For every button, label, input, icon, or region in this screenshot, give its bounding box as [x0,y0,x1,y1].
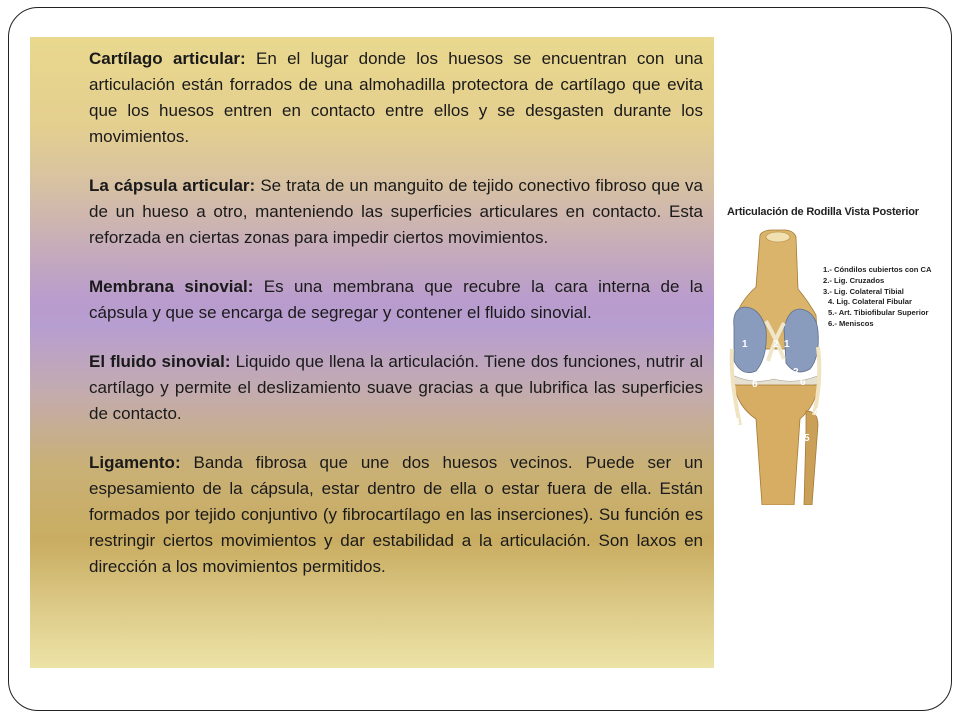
knee-illustration [726,229,822,505]
figure-legend [823,265,931,330]
term-cartilago: Cartílago articular: [89,49,246,68]
callout-3: 3 [734,417,740,428]
callout-1-right: 1 [784,339,790,350]
term-membrana: Membrana sinovial: [89,277,254,296]
paragraph-fluido [89,349,703,427]
term-ligamento: Ligamento: [89,453,181,472]
paragraph-cartilago [89,46,703,150]
term-fluido: El fluido sinovial: [89,352,231,371]
figure-title: Articulación de Rodilla Vista Posterior [727,206,919,218]
callout-2-left: 2 [773,339,779,350]
legend-item: 4. Lig. Colateral Fibular [828,297,912,307]
text-cartilago: En el lugar donde los huesos se encuentran con una articulación están forrados de una almohadilla protectora de cartílago que evita que los huesos entren en contacto entre ellos y se desgasten durante los movimientos. [89,49,703,146]
text-ligamento: Banda fibrosa que une dos huesos vecinos. Puede ser un espesamiento de la cápsula, estar dentro de ella o estar fuera de ella. Están formados por tejido conjuntivo (y fibrocartílago en las inserciones). Su función es restringir ciertos movimientos y dar estabilidad a la articulación. Son laxos en dirección a los movimientos permitidos. [89,453,703,576]
legend-item: 5.- Art. Tibiofibular Superior [828,308,929,318]
fibula [804,411,818,505]
legend-item: 2.- Lig. Cruzados [823,275,885,285]
knee-figure [726,205,932,505]
text-fluido: Liquido que llena la articulación. Tiene dos funciones, nutrir al cartílago y permite el deslizamiento suave gracias a que lubrifica las superficies de contacto. [89,352,703,423]
paragraph-ligamento [89,450,703,580]
callout-5: 5 [804,433,810,444]
paragraph-membrana [89,274,703,326]
legend-item: 1.- Cóndilos cubiertos con CA [823,265,932,274]
callout-1-left: 1 [742,339,748,350]
paragraph-capsula [89,173,703,251]
legend-item: 3.- Lig. Colateral Tibial [823,286,904,296]
callout-6-right: 6 [800,377,806,388]
text-capsula: Se trata de un manguito de tejido conectivo fibroso que va de un hueso a otro, manteniendo las superficies articulares en contacto. Esta reforzada en ciertas zonas para impedir ciertos movimientos. [89,176,704,247]
text-panel [30,37,714,668]
term-capsula: La cápsula articular: [89,176,256,195]
femur-marrow [766,232,790,242]
callout-2-right: 2 [793,367,799,378]
legend-item: 6.- Meniscos [828,318,874,328]
condyle-left [734,307,767,373]
callout-4: 4 [814,407,820,418]
text-membrana: Es una membrana que recubre la cara interna de la cápsula y que se encarga de segregar y contener el fluido sinovial. [89,277,703,322]
callout-6-left: 6 [752,379,758,390]
